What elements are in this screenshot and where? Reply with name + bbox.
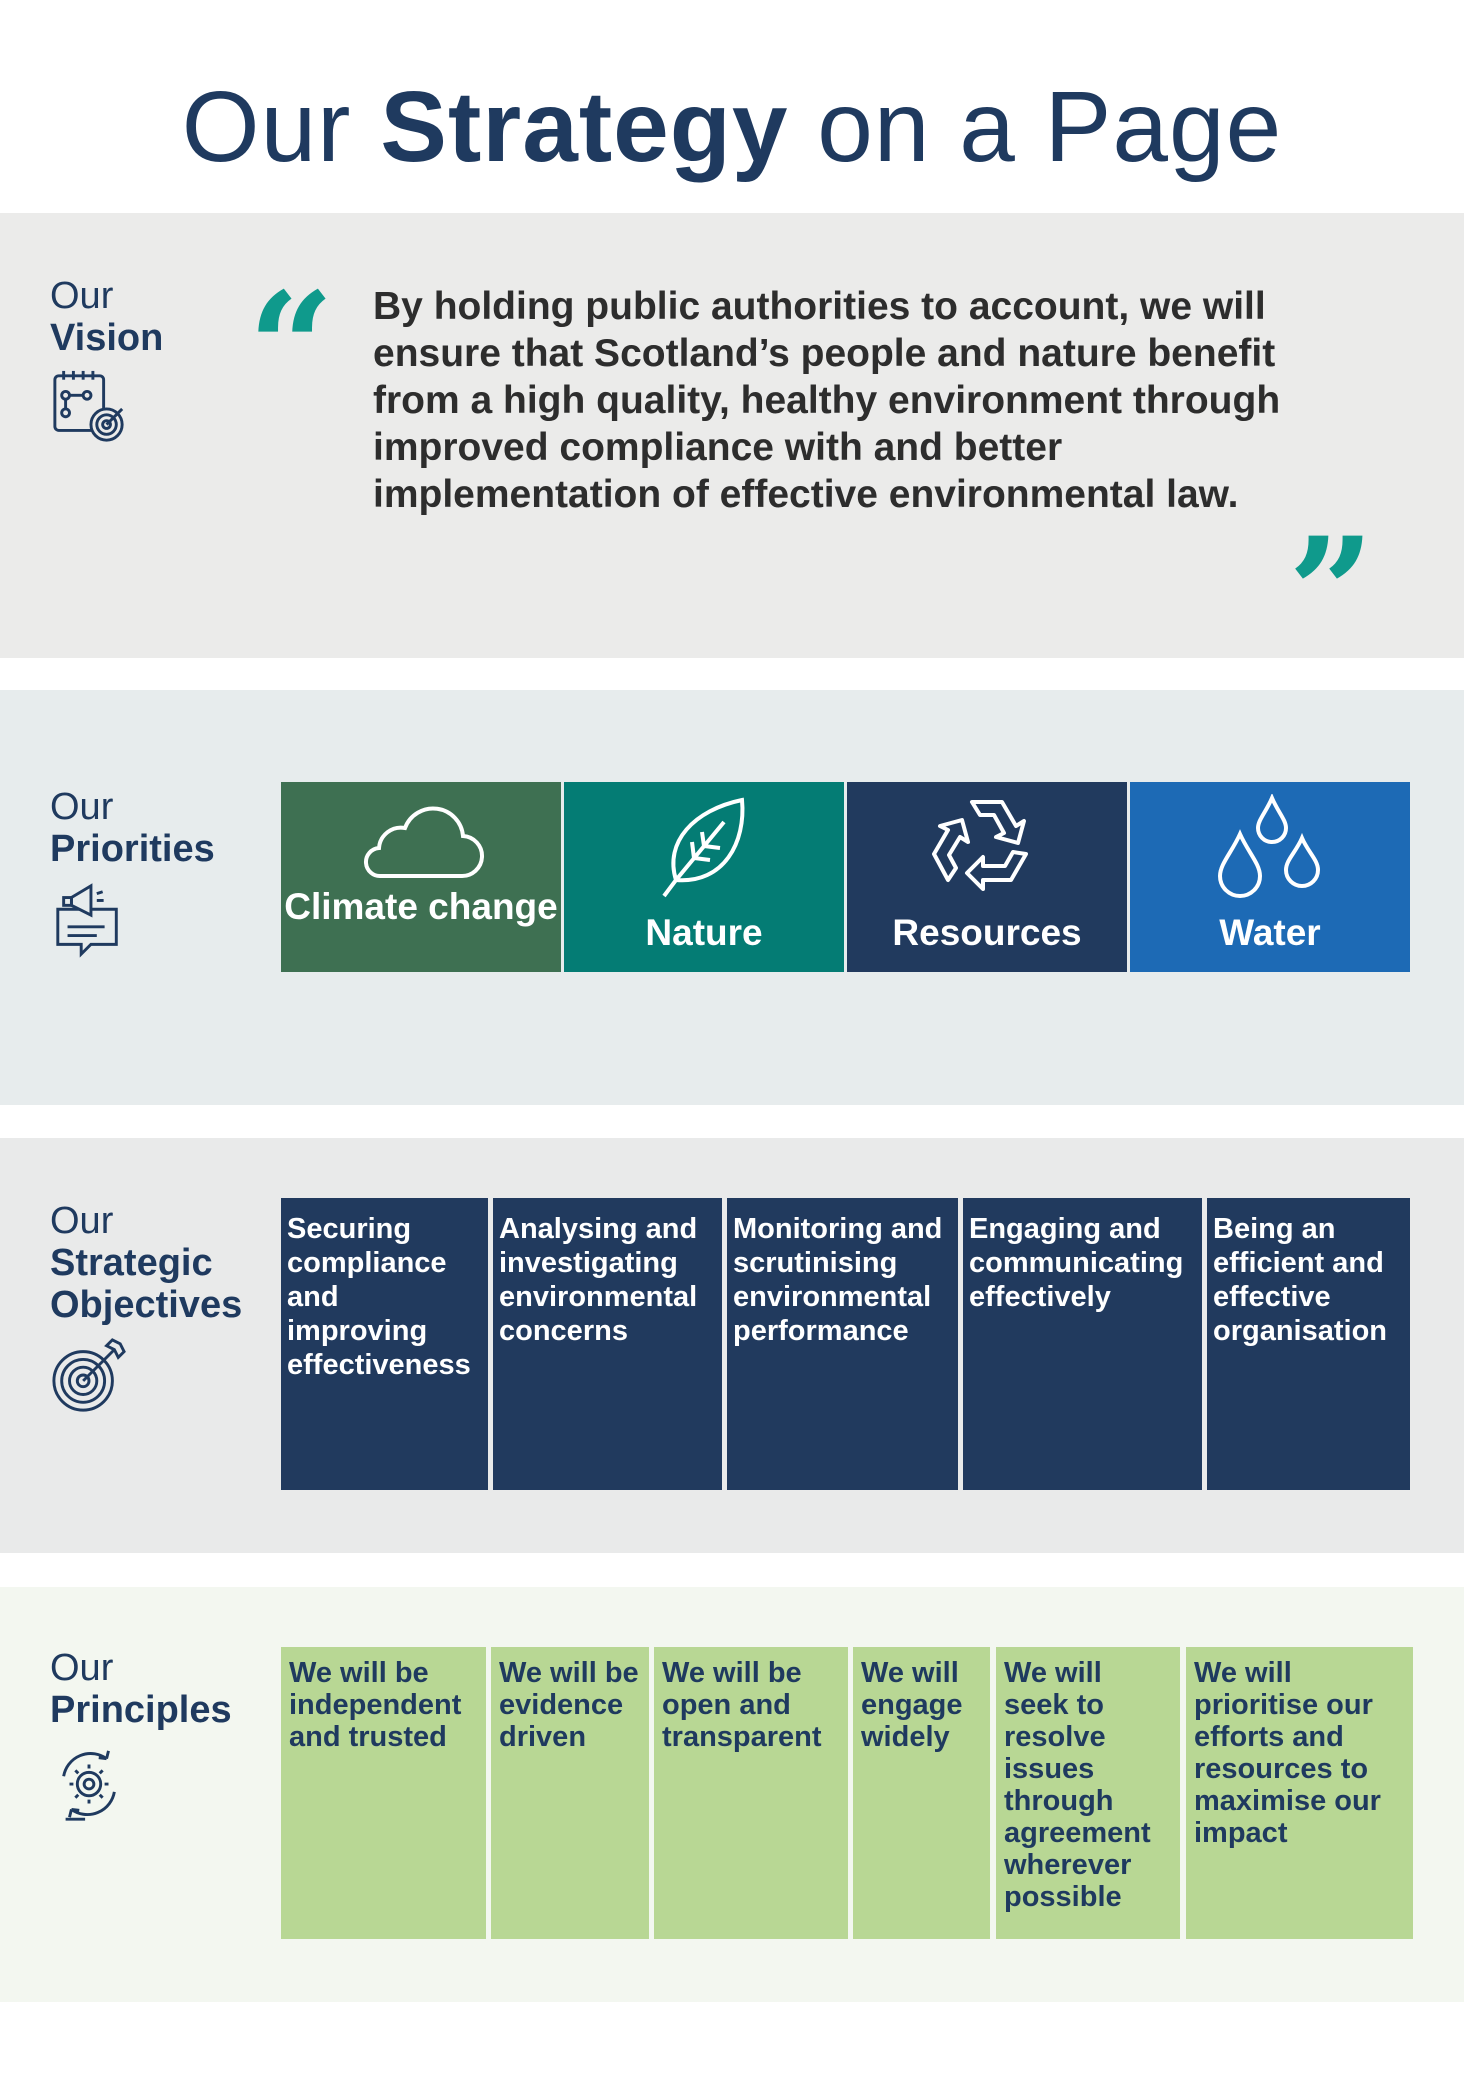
- quote-open-icon: “: [248, 260, 335, 436]
- objectives-label: [50, 1200, 242, 1326]
- megaphone-document-icon: [50, 880, 128, 958]
- water-drops-icon: [1210, 794, 1330, 904]
- planning-target-icon: [50, 368, 128, 446]
- objective-card: Engaging and communicating effectively: [963, 1198, 1202, 1490]
- principle-card: We will be independent and trusted: [281, 1647, 486, 1939]
- principles-label-line2: Principles: [50, 1689, 232, 1731]
- objectives-section: [0, 1138, 1464, 1553]
- vision-label-line1: Our: [50, 275, 114, 317]
- quote-close-icon: ”: [1288, 505, 1375, 681]
- objectives-label-line1: Our: [50, 1200, 114, 1242]
- principles-label-line1: Our: [50, 1647, 114, 1689]
- principle-card: We will be open and transparent: [654, 1647, 848, 1939]
- priorities-label: [50, 786, 215, 870]
- vision-section: [0, 213, 1464, 681]
- objectives-label-line2: Strategic: [50, 1242, 213, 1284]
- principle-card: We will engage widely: [853, 1647, 990, 1939]
- priorities-label-line1: Our: [50, 786, 114, 828]
- priority-climate-change: [281, 782, 561, 972]
- vision-label-line2: Vision: [50, 317, 164, 359]
- objective-card: Securing compliance and improving effectiveness: [281, 1198, 488, 1490]
- cloud-icon: [356, 798, 486, 882]
- title-part1: Our: [181, 71, 352, 183]
- priority-label: Nature: [645, 912, 763, 953]
- priorities-section: [0, 690, 1464, 1105]
- recycle-icon: [932, 794, 1042, 902]
- vision-label: [50, 275, 163, 359]
- principles-section: [0, 1587, 1464, 2002]
- objectives-label-line3: Objectives: [50, 1284, 243, 1326]
- gear-cycle-icon: [50, 1747, 128, 1825]
- vision-statement: By holding public authorities to account, we will ensure that Scotland’s people and nature benefit from a high quality, healthy environment through improved compliance with and better implementation of effective environmental law.: [373, 285, 1281, 516]
- objective-card: Being an efficient and effective organisation: [1207, 1198, 1410, 1490]
- principle-card: We will seek to resolve issues through agreement wherever possible: [996, 1647, 1180, 1939]
- priority-label: Resources: [892, 912, 1082, 953]
- priority-water: [1130, 782, 1410, 972]
- priority-label: Climate change: [284, 886, 558, 927]
- priority-label: Water: [1219, 912, 1321, 953]
- title-part2: on a Page: [817, 71, 1283, 183]
- principle-card: We will prioritise our efforts and resources to maximise our impact: [1186, 1647, 1413, 1939]
- principle-card: We will be evidence driven: [491, 1647, 649, 1939]
- leaf-icon: [654, 792, 754, 902]
- objective-card: Monitoring and scrutinising environmental performance: [727, 1198, 958, 1490]
- principles-label: [50, 1647, 232, 1731]
- target-icon: [50, 1336, 128, 1414]
- priorities-label-line2: Priorities: [50, 828, 215, 870]
- priority-nature: [564, 782, 844, 972]
- objective-card: Analysing and investigating environmental concerns: [493, 1198, 722, 1490]
- priority-resources: [847, 782, 1127, 972]
- title-bold: Strategy: [380, 71, 789, 183]
- page-title: [0, 62, 1464, 192]
